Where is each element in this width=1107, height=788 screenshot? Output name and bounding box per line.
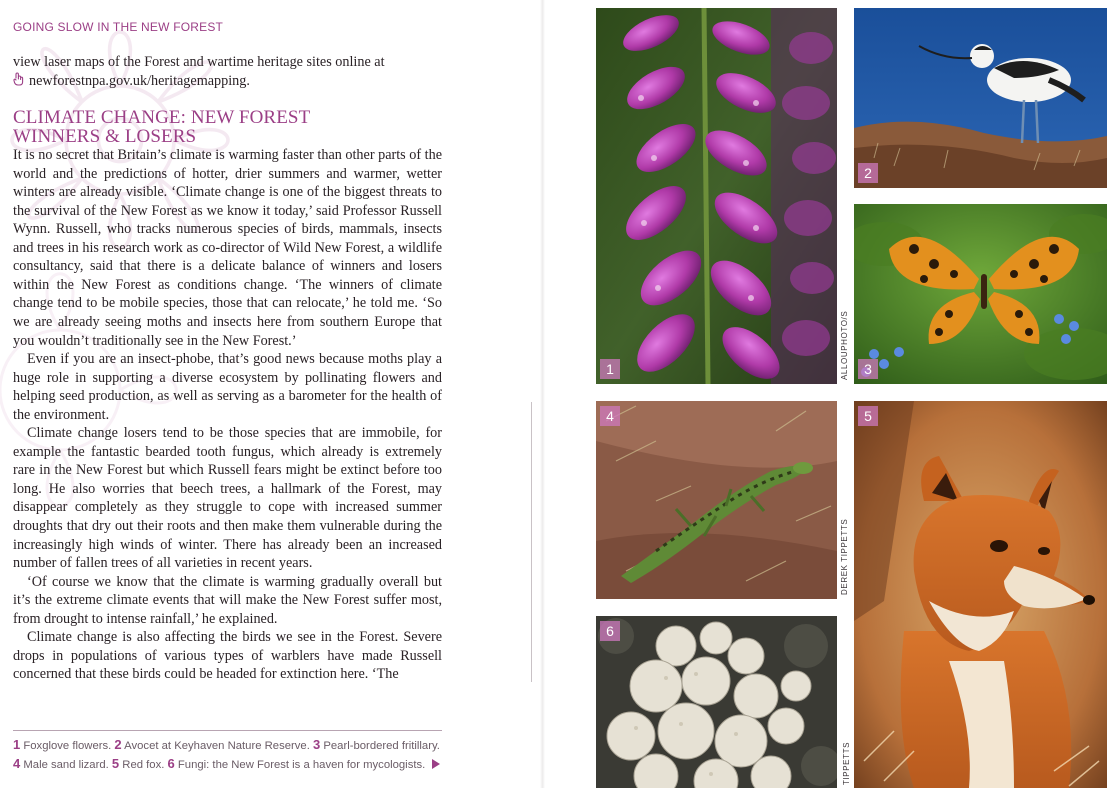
column-divider [531,402,532,682]
red-fox-image [854,401,1107,788]
section-title-line-1: CLIMATE CHANGE: NEW FOREST [13,107,311,129]
paragraph-3: Climate change losers tend to be those species that are immobile, for example the fantastic bearded tooth fungus, which already is extremely rare in the New Forest but which Russell fears might be extinct before too long. He also worries that beech trees, a hallmark of the Forest, may disappear completely as they struggle to cope with increased summer droughts that dry out their roots and then make them vulnerable during the increasingly high winds of winter. There has already been an increased number of fallen trees of all varieties in recent years. [13,425,442,572]
section-title-line-2: WINNERS & LOSERS [13,126,197,148]
photo-number-badge: 2 [858,163,878,183]
caption-text: Avocet at Keyhaven Nature Reserve. [124,740,310,752]
caption-number: 6 [167,756,175,771]
caption-text: Pearl-bordered fritillary. [323,740,440,752]
paragraph-2: Even if you are an insect-phobe, that’s good news because moths play a huge role in supporting a diverse ecosystem by pollinating flowers and helping seed production, as well as serving as a barometer for the health of the environment. [13,351,442,423]
heritage-mapping-link[interactable]: newforestnpa.gov.uk/heritagemapping. [29,72,250,89]
caption-number: 1 [13,737,21,752]
photo-number-badge: 1 [600,359,620,379]
web-link-icon [13,72,24,86]
running-head: GOING SLOW IN THE NEW FOREST [13,20,224,34]
photo-captions [13,736,443,774]
photo-fungi [596,616,837,788]
caption-number: 3 [312,737,321,752]
caption-text: Male sand lizard. [23,759,109,771]
caption-number: 5 [111,756,120,771]
fungi-image [596,616,837,788]
caption-line-2 [13,755,443,774]
caption-text: Foxglove flowers. [23,740,112,752]
photo-number-badge: 3 [858,359,878,379]
photo-sand-lizard [596,401,837,599]
caption-number: 4 [13,756,21,771]
foxglove-image [596,8,837,384]
photo-number-badge: 6 [600,621,620,641]
page-gutter [540,0,545,788]
intro-text: view laser maps of the Forest and wartime heritage sites online at [13,54,385,70]
paragraph-5: Climate change is also affecting the birds we see in the Forest. Severe drops in populations of various types of warblers have made Russell concerned that these birds could be headed for extinction here. ‘The [13,629,442,683]
paragraph-4: ‘Of course we know that the climate is warming gradually overall but it’s the extreme climate events that will make the New Forest suffer most, from drought to intense rainfall,’ he explained. [13,573,442,627]
caption-text: Red fox. [122,759,165,771]
caption-divider [13,730,442,731]
sand-lizard-image [596,401,837,599]
photo-credit: DEREK TIPPETTS [840,518,849,595]
article-body [13,53,442,684]
caption-number: 2 [114,737,122,752]
photo-number-badge: 4 [600,406,620,426]
photo-number-badge: 5 [858,406,878,426]
caption-text: Fungi: the New Forest is a haven for mycologists. [177,759,426,771]
photo-credit: TIPPETTS [842,741,851,785]
photo-credit: ALLOUPHOTO/S [840,310,849,380]
continue-arrow-icon [432,759,440,769]
intro-paragraph [13,53,442,90]
section-title [13,108,442,146]
caption-line-1 [13,736,443,755]
fritillary-image [854,204,1107,384]
photo-fritillary [854,204,1107,384]
paragraph-1: It is no secret that Britain’s climate is warming faster than other parts of the world and the predictions of hotter, drier summers and warmer, wetter winters are already visible. ‘Climate change is one of the biggest threats to the survival of the New Forest as we know it today,’ said Professor Russell Wynn. Russell, who tracks numerous species of birds, mammals, insects and trees in his research work as co-director of Wild New Forest, a wildlife consultancy, said that there is a delicate balance of winners and losers within the New Forest as conditions change. ‘The winners of climate change tend to be mobile species, those that can relocate,’ he told me. ‘So we are already seeing moths and insects here from southern Europe that you wouldn’t traditionally see in the New Forest.’ [13,147,442,349]
photo-avocet [854,8,1107,188]
photo-foxglove [596,8,837,384]
photo-red-fox [854,401,1107,788]
left-page [0,0,530,788]
avocet-image [854,8,1107,188]
